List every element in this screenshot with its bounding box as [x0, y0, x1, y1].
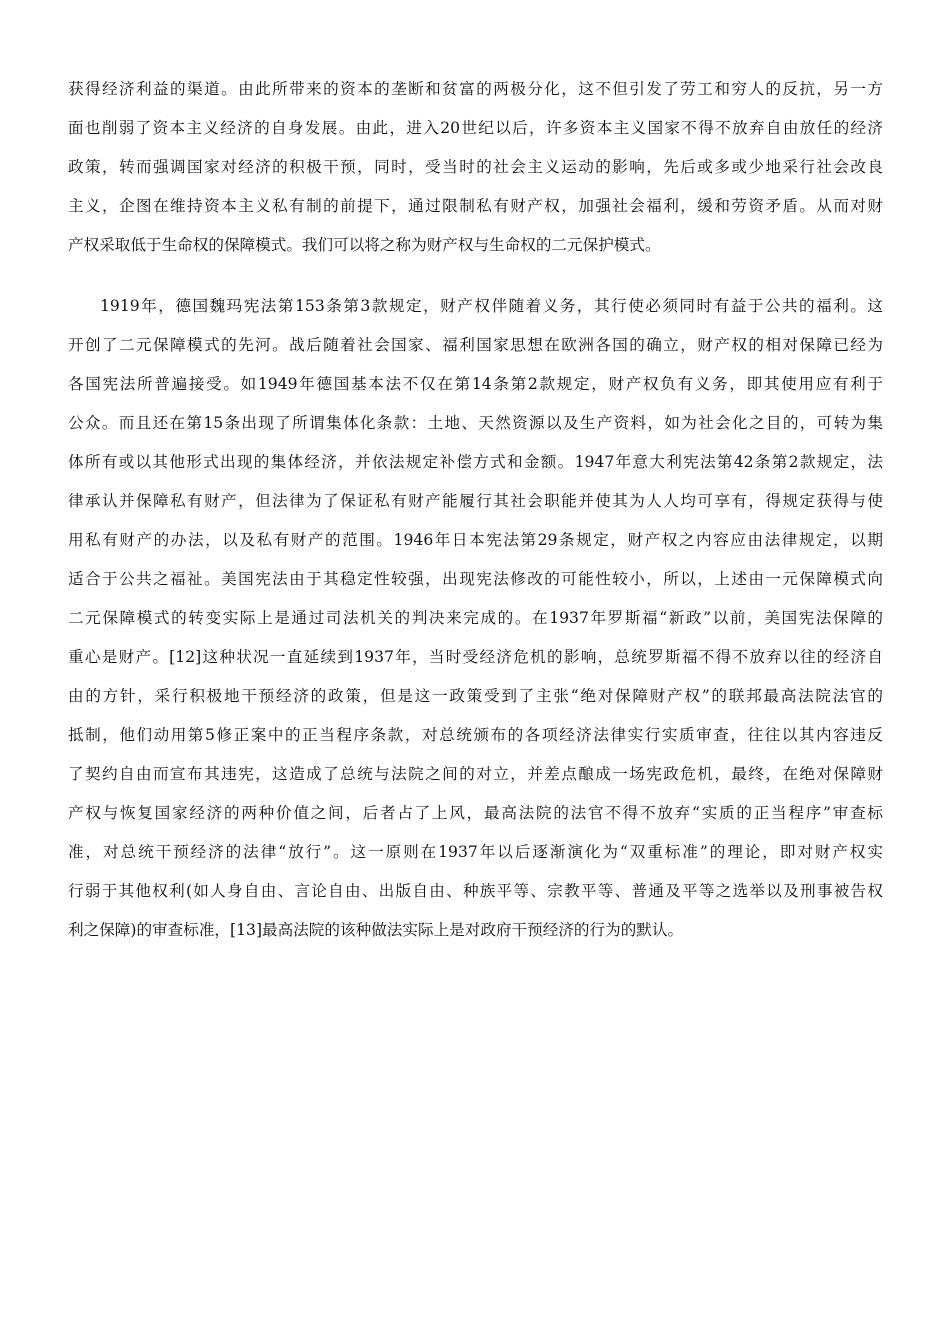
text-line: 由的方针，采行积极地干预经济的政策，但是这一政策受到了主张“绝对保障财产权”的联邦最高法院法官的 — [68, 687, 883, 705]
text-line: 面也削弱了资本主义经济的自身发展。由此，进入20世纪以后，许多资本主义国家不得不放弃自由放任的经济 — [68, 119, 883, 137]
text-line: 准，对总统干预经济的法律“放行”。这一原则在1937年以后逐渐演化为“双重标准”的理论，即对财产权实 — [68, 843, 883, 861]
paragraph-2 — [68, 287, 883, 950]
text-line: 获得经济利益的渠道。由此所带来的资本的垄断和贫富的两极分化，这不但引发了劳工和穷人的反抗，另一方 — [68, 80, 883, 98]
text-line: 行弱于其他权利(如人身自由、言论自由、出版自由、种族平等、宗教平等、普通及平等之选举以及刑事被告权 — [68, 882, 883, 900]
text-line: 用私有财产的办法，以及私有财产的范围。1946年日本宪法第29条规定，财产权之内容应由法律规定，以期 — [68, 531, 883, 549]
text-line: 产权采取低于生命权的保障模式。我们可以将之称为财产权与生命权的二元保护模式。 — [68, 236, 661, 254]
text-line: 各国宪法所普遍接受。如1949年德国基本法不仅在第14条第2款规定，财产权负有义务，即其使用应有利于 — [68, 375, 883, 393]
text-line: 开创了二元保障模式的先河。战后随着社会国家、福利国家思想在欧洲各国的确立，财产权的相对保障已经为 — [68, 336, 883, 354]
paragraph-1 — [68, 70, 883, 265]
text-line: 1919年，德国魏玛宪法第153条第3款规定，财产权伴随着义务，其行使必须同时有益于公共的福利。这 — [100, 297, 883, 315]
text-line: 主义，企图在维持资本主义私有制的前提下，通过限制私有财产权，加强社会福利，缓和劳资矛盾。从而对财 — [68, 197, 883, 215]
text-line: 产权与恢复国家经济的两种价值之间，后者占了上风，最高法院的法官不得不放弃“实质的正当程序”审查标 — [68, 804, 883, 822]
paragraph-spacer — [68, 265, 883, 287]
text-line: 二元保障模式的转变实际上是通过司法机关的判决来完成的。在1937年罗斯福“新政”以前，美国宪法保障的 — [68, 609, 883, 627]
text-line: 利之保障)的审查标准，[13]最高法院的该种做法实际上是对政府干预经济的行为的默认。 — [68, 921, 684, 939]
text-line: 律承认并保障私有财产，但法律为了保证私有财产能履行其社会职能并使其为人人均可享有，得规定获得与使 — [68, 492, 883, 510]
text-line: 适合于公共之福祉。美国宪法由于其稳定性较强，出现宪法修改的可能性较小，所以，上述由一元保障模式向 — [68, 570, 883, 588]
text-line: 抵制，他们动用第5修正案中的正当程序条款，对总统颁布的各项经济法律实行实质审查，往往以其内容违反 — [68, 726, 883, 744]
text-line: 公众。而且还在第15条出现了所谓集体化条款：土地、天然资源以及生产资料，如为社会化之目的，可转为集 — [68, 414, 883, 432]
body-text — [68, 70, 883, 950]
text-line: 了契约自由而宣布其违宪，这造成了总统与法院之间的对立，并差点酿成一场宪政危机，最终，在绝对保障财 — [68, 765, 883, 783]
text-line: 体所有或以其他形式出现的集体经济，并依法规定补偿方式和金额。1947年意大利宪法第42条第2款规定，法 — [68, 453, 883, 471]
text-line: 重心是财产。[12]这种状况一直延续到1937年，当时受经济危机的影响，总统罗斯福不得不放弃以往的经济自 — [68, 648, 883, 666]
text-line: 政策，转而强调国家对经济的积极干预，同时，受当时的社会主义运动的影响，先后或多或少地采行社会改良 — [68, 158, 883, 176]
